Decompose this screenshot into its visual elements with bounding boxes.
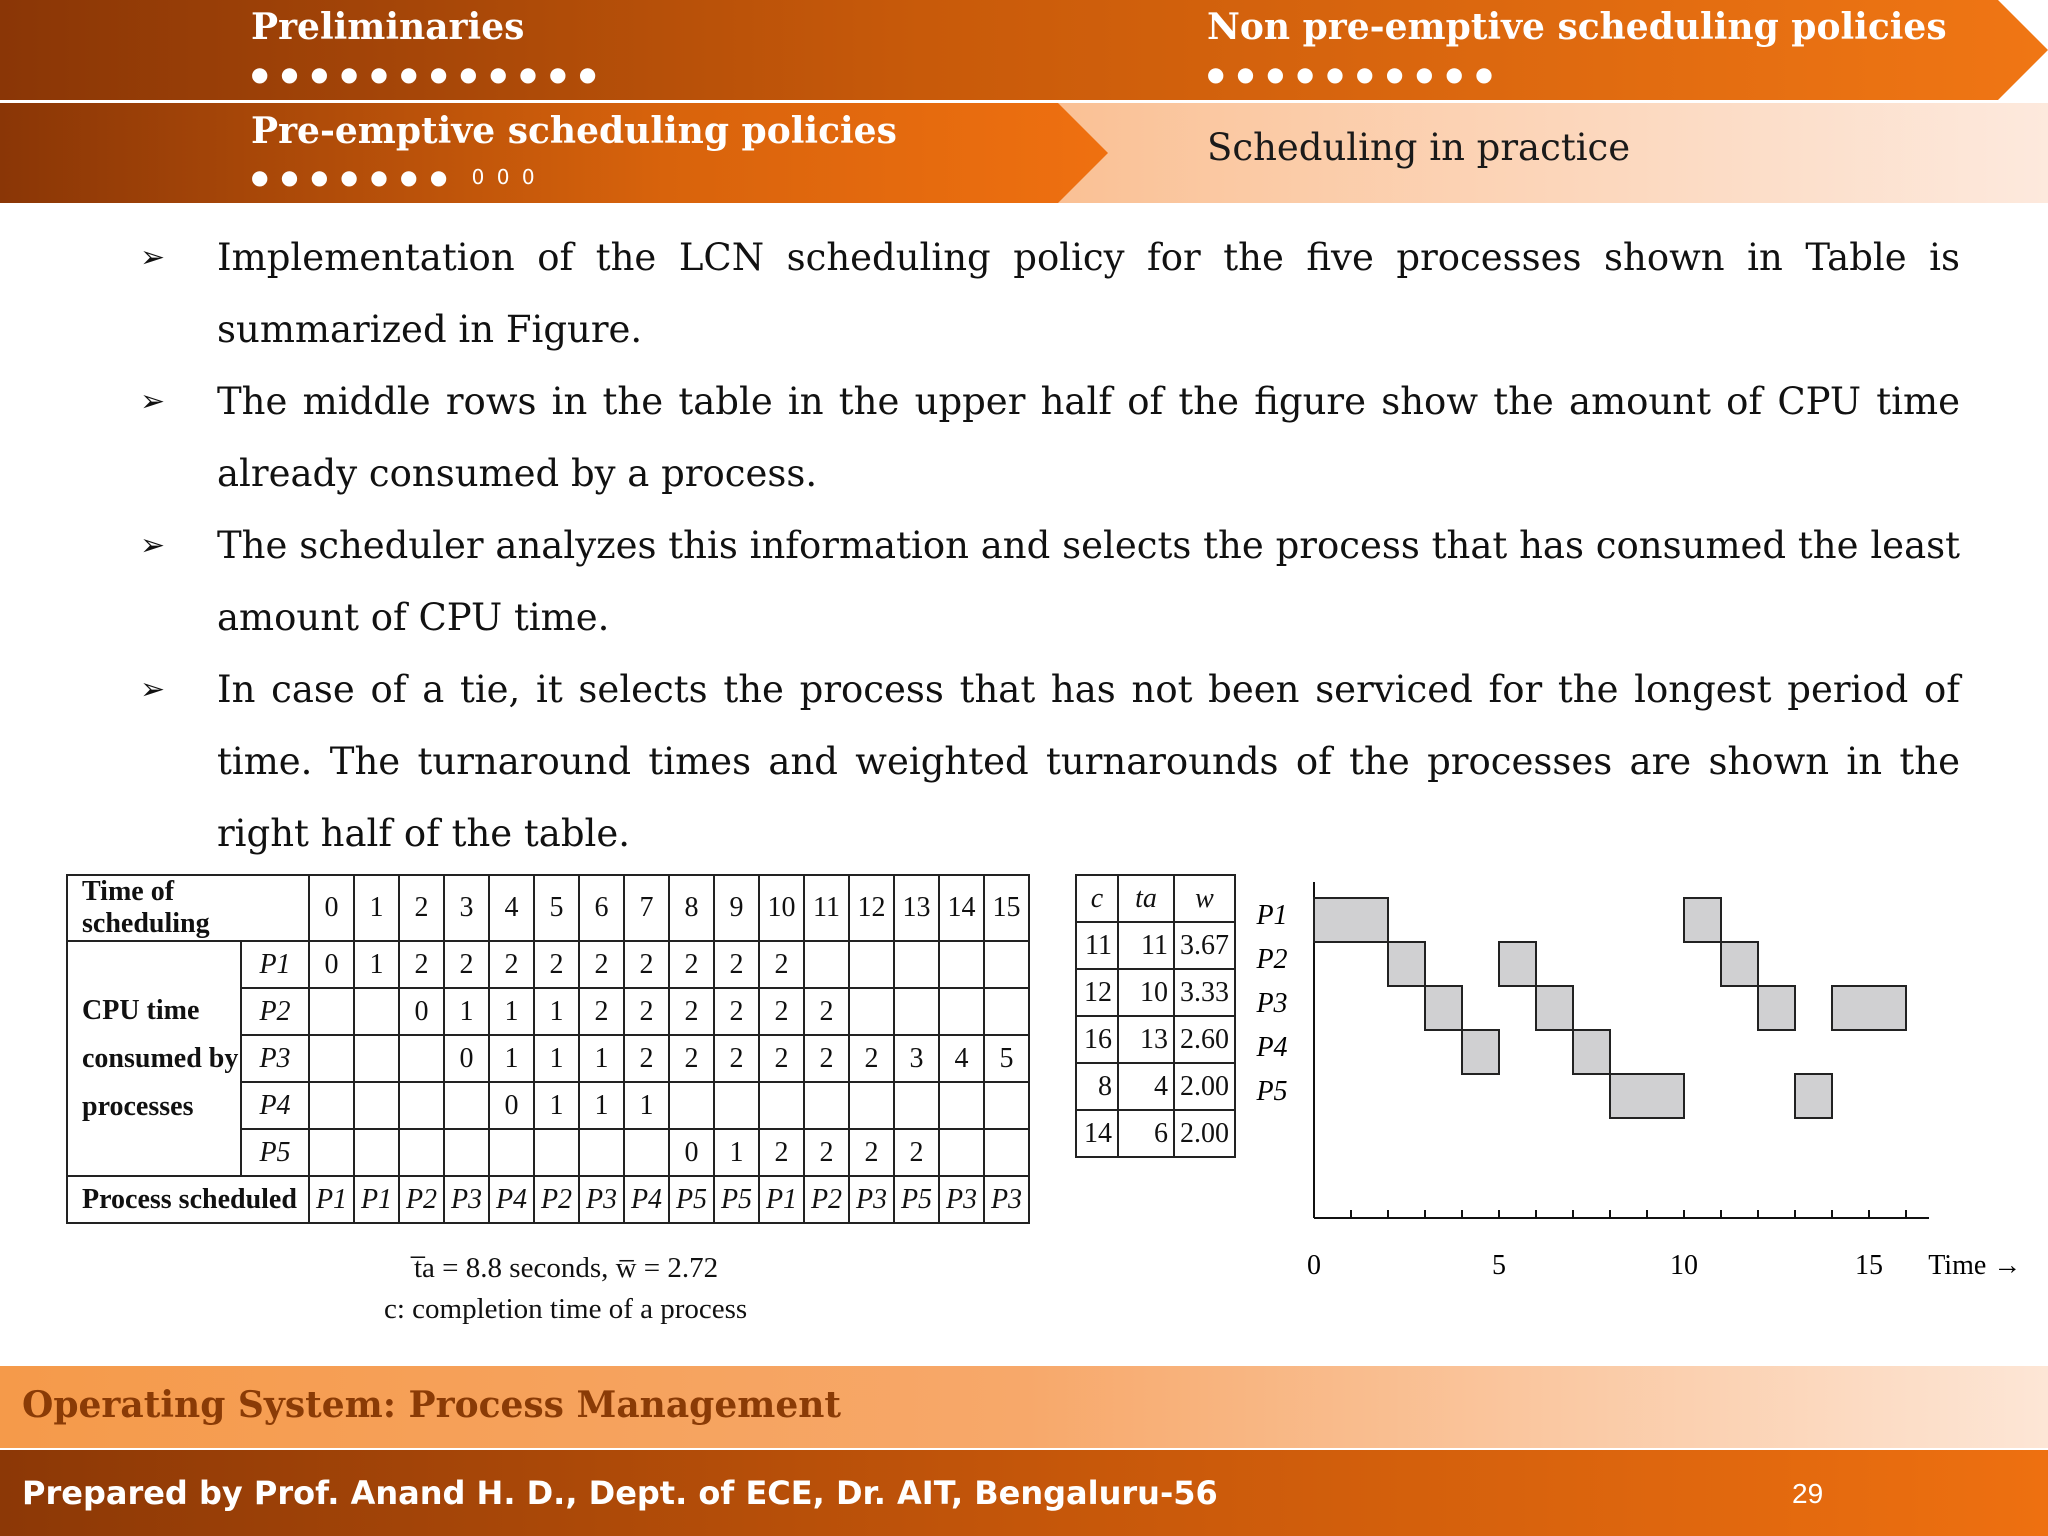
time-cell: 8 — [669, 875, 714, 941]
cpu-time-label — [67, 941, 241, 1176]
cpu-time-cell — [444, 1129, 489, 1176]
cpu-time-label-line: CPU time — [82, 994, 200, 1026]
scheduled-cell: P3 — [849, 1176, 894, 1223]
result-cell: 2.60 — [1174, 1016, 1235, 1063]
result-row — [1076, 922, 1235, 969]
cpu-time-cell: 2 — [714, 941, 759, 988]
process-name: P5 — [241, 1129, 309, 1176]
cpu-time-cell: 2 — [804, 1035, 849, 1082]
result-cell: 11 — [1118, 922, 1174, 969]
time-cell: 6 — [579, 875, 624, 941]
cpu-time-cell: 2 — [624, 988, 669, 1035]
cpu-time-cell — [939, 1082, 984, 1129]
cpu-time-cell — [354, 1129, 399, 1176]
time-cell: 15 — [984, 875, 1029, 941]
x-tick-label: 0 — [1307, 1250, 1321, 1281]
scheduled-cell: P1 — [309, 1176, 354, 1223]
cpu-time-cell: 1 — [534, 988, 579, 1035]
time-row — [67, 875, 1029, 941]
cpu-time-cell: 1 — [354, 941, 399, 988]
time-cell: 13 — [894, 875, 939, 941]
cpu-time-cell — [939, 1129, 984, 1176]
cpu-time-cell — [894, 941, 939, 988]
cpu-time-cell: 2 — [624, 1035, 669, 1082]
scheduled-cell: P2 — [804, 1176, 849, 1223]
cpu-time-cell: 1 — [534, 1035, 579, 1082]
time-cell: 5 — [534, 875, 579, 941]
scheduled-cell: P3 — [939, 1176, 984, 1223]
cpu-time-cell — [849, 988, 894, 1035]
averages-caption: t̅a = 8.8 seconds, w̅ = 2.72 — [414, 1252, 719, 1284]
scheduled-cell: P3 — [444, 1176, 489, 1223]
scheduled-cell: P2 — [399, 1176, 444, 1223]
bullet-item — [140, 366, 1960, 510]
cpu-time-cell — [309, 1035, 354, 1082]
row-label: P1 — [1256, 900, 1288, 931]
cpu-time-cell: 3 — [894, 1035, 939, 1082]
dots-hollow: 0 0 0 — [471, 165, 538, 189]
cpu-time-cell — [624, 1129, 669, 1176]
gantt-bar — [1314, 898, 1388, 942]
cpu-time-cell — [579, 1129, 624, 1176]
nav-preliminaries-dots[interactable]: ● ● ● ● ● ● ● ● ● ● ● ● — [251, 62, 600, 86]
cpu-time-cell: 1 — [489, 1035, 534, 1082]
gantt-bar — [1536, 986, 1573, 1030]
cpu-time-cell — [849, 941, 894, 988]
nav-in-practice[interactable]: Scheduling in practice — [1207, 126, 1631, 169]
result-row — [1076, 1016, 1235, 1063]
result-cell: 8 — [1076, 1063, 1118, 1110]
nav-preemptive-dots[interactable] — [251, 165, 538, 189]
bullet-text: In case of a tie, it selects the process that has not been serviced for the longest period of time. The turnaround times and weighted turnarounds of the processes are shown in the right half of the table. — [217, 668, 1960, 855]
results-table — [1075, 874, 1236, 1158]
cpu-time-cell: 0 — [669, 1129, 714, 1176]
scheduled-cell: P4 — [489, 1176, 534, 1223]
cpu-time-cell: 2 — [624, 941, 669, 988]
cpu-time-cell: 2 — [759, 1129, 804, 1176]
cpu-time-cell: 2 — [669, 988, 714, 1035]
results-header-row — [1076, 875, 1235, 922]
gantt-bar — [1610, 1074, 1684, 1118]
scheduled-cell: P1 — [354, 1176, 399, 1223]
cpu-time-cell — [354, 1082, 399, 1129]
result-row — [1076, 969, 1235, 1016]
cpu-time-cell: 0 — [444, 1035, 489, 1082]
completion-header: c — [1076, 875, 1118, 922]
bullet-text: The middle rows in the table in the upper half of the figure show the amount of CPU time already consumed by a process. — [217, 380, 1960, 495]
time-cell: 1 — [354, 875, 399, 941]
cpu-time-cell — [354, 988, 399, 1035]
cpu-time-cell: 2 — [849, 1035, 894, 1082]
row-label: P2 — [1256, 944, 1288, 975]
gantt-bar — [1388, 942, 1425, 986]
cpu-time-cell: 2 — [399, 941, 444, 988]
cpu-time-cell: 2 — [579, 941, 624, 988]
cpu-time-cell: 1 — [579, 1035, 624, 1082]
time-cell: 0 — [309, 875, 354, 941]
result-cell: 12 — [1076, 969, 1118, 1016]
page-number: 29 — [1792, 1478, 1824, 1509]
cpu-time-cell: 0 — [399, 988, 444, 1035]
gantt-bar — [1758, 986, 1795, 1030]
cpu-time-cell: 2 — [579, 988, 624, 1035]
scheduled-row — [67, 1176, 1029, 1223]
cpu-time-cell: 1 — [714, 1129, 759, 1176]
cpu-time-cell: 1 — [534, 1082, 579, 1129]
cpu-time-cell — [309, 1082, 354, 1129]
cpu-time-cell: 1 — [489, 988, 534, 1035]
cpu-time-cell: 0 — [309, 941, 354, 988]
cpu-time-cell — [399, 1129, 444, 1176]
time-cell: 10 — [759, 875, 804, 941]
dots-filled: ● ● ● ● ● ● ● — [251, 165, 451, 189]
cpu-time-cell — [399, 1035, 444, 1082]
turnaround-header: ta — [1118, 875, 1174, 922]
gantt-bar — [1684, 898, 1721, 942]
process-name: P1 — [241, 941, 309, 988]
cpu-time-cell — [354, 1035, 399, 1082]
scheduled-cell: P5 — [894, 1176, 939, 1223]
cpu-time-cell: 2 — [849, 1129, 894, 1176]
result-cell: 4 — [1118, 1063, 1174, 1110]
bullet-item — [140, 510, 1960, 654]
cpu-time-cell: 5 — [984, 1035, 1029, 1082]
result-cell: 3.33 — [1174, 969, 1235, 1016]
process-name: P3 — [241, 1035, 309, 1082]
scheduled-cell: P5 — [714, 1176, 759, 1223]
cpu-time-cell: 2 — [759, 941, 804, 988]
process-row — [67, 941, 1029, 988]
cpu-time-cell — [399, 1082, 444, 1129]
completion-caption: c: completion time of a process — [384, 1293, 748, 1325]
cpu-time-cell — [489, 1129, 534, 1176]
time-cell: 7 — [624, 875, 669, 941]
scheduled-cell: P4 — [624, 1176, 669, 1223]
cpu-time-cell — [714, 1082, 759, 1129]
nav-preliminaries[interactable]: Preliminaries — [251, 6, 525, 48]
cpu-time-cell: 2 — [714, 988, 759, 1035]
process-scheduled-label: Process scheduled — [67, 1176, 309, 1223]
gantt-bar — [1573, 1030, 1610, 1074]
cpu-time-cell: 2 — [714, 1035, 759, 1082]
bullet-item — [140, 222, 1960, 366]
cpu-time-cell — [984, 1129, 1029, 1176]
time-cell: 4 — [489, 875, 534, 941]
row-label: P4 — [1256, 1032, 1288, 1063]
scheduled-cell: P5 — [669, 1176, 714, 1223]
time-of-scheduling-header: Time of scheduling — [67, 875, 309, 941]
cpu-time-cell — [804, 1082, 849, 1129]
row-label: P3 — [1256, 988, 1288, 1019]
process-name: P2 — [241, 988, 309, 1035]
nav-non-preemptive-dots[interactable]: ● ● ● ● ● ● ● ● ● ● — [1207, 62, 1496, 86]
result-cell: 2.00 — [1174, 1063, 1235, 1110]
result-cell: 16 — [1076, 1016, 1118, 1063]
nav-non-preemptive[interactable]: Non pre-emptive scheduling policies — [1207, 6, 1947, 48]
arrow-bullet-icon: ➢ — [140, 240, 166, 275]
x-tick-label: 5 — [1492, 1250, 1506, 1281]
cpu-time-cell — [984, 1082, 1029, 1129]
arrow-bullet-icon: ➢ — [140, 528, 166, 563]
cpu-time-cell: 2 — [489, 941, 534, 988]
x-tick-label: 10 — [1670, 1250, 1698, 1281]
cpu-time-cell: 2 — [804, 988, 849, 1035]
x-tick-label: 15 — [1855, 1250, 1883, 1281]
cpu-time-cell: 4 — [939, 1035, 984, 1082]
time-cell: 3 — [444, 875, 489, 941]
cpu-time-cell — [804, 941, 849, 988]
gantt-bar — [1721, 942, 1758, 986]
cpu-time-cell: 1 — [624, 1082, 669, 1129]
scheduling-table — [66, 874, 1030, 1224]
bullet-text: The scheduler analyzes this information and selects the process that has consumed the least amount of CPU time. — [217, 524, 1960, 639]
cpu-time-cell — [309, 988, 354, 1035]
cpu-time-cell — [309, 1129, 354, 1176]
result-cell: 14 — [1076, 1110, 1118, 1157]
gantt-bar — [1795, 1074, 1832, 1118]
x-axis-label: Time → — [1928, 1250, 2022, 1281]
gantt-chart — [1250, 870, 2022, 1310]
time-cell: 2 — [399, 875, 444, 941]
cpu-time-cell — [534, 1129, 579, 1176]
cpu-time-cell: 2 — [804, 1129, 849, 1176]
gantt-bar — [1832, 986, 1906, 1030]
cpu-time-cell — [984, 941, 1029, 988]
cpu-time-cell — [669, 1082, 714, 1129]
bullet-list — [140, 222, 1960, 870]
cpu-time-cell — [849, 1082, 894, 1129]
cpu-time-cell — [894, 988, 939, 1035]
result-cell: 10 — [1118, 969, 1174, 1016]
cpu-time-cell: 2 — [444, 941, 489, 988]
result-row — [1076, 1110, 1235, 1157]
bullet-text: Implementation of the LCN scheduling policy for the five processes shown in Table is summarized in Figure. — [217, 236, 1960, 351]
prepared-by: Prepared by Prof. Anand H. D., Dept. of ECE, Dr. AIT, Bengaluru-56 — [22, 1474, 1218, 1512]
cpu-time-label-line: consumed by — [82, 1042, 239, 1074]
arrow-bullet-icon: ➢ — [140, 672, 166, 707]
time-cell: 12 — [849, 875, 894, 941]
time-cell: 11 — [804, 875, 849, 941]
cpu-time-cell: 1 — [444, 988, 489, 1035]
scheduled-cell: P1 — [759, 1176, 804, 1223]
cpu-time-cell: 2 — [759, 988, 804, 1035]
cpu-time-cell: 2 — [534, 941, 579, 988]
gantt-bar — [1425, 986, 1462, 1030]
scheduled-cell: P3 — [984, 1176, 1029, 1223]
process-name: P4 — [241, 1082, 309, 1129]
cpu-time-cell: 2 — [669, 1035, 714, 1082]
cpu-time-cell: 1 — [579, 1082, 624, 1129]
nav-preemptive[interactable]: Pre-emptive scheduling policies — [251, 110, 897, 152]
cpu-time-cell: 0 — [489, 1082, 534, 1129]
cpu-time-cell: 2 — [894, 1129, 939, 1176]
result-cell: 2.00 — [1174, 1110, 1235, 1157]
cpu-time-cell: 2 — [759, 1035, 804, 1082]
cpu-time-label-line: processes — [82, 1090, 194, 1122]
cpu-time-cell — [939, 941, 984, 988]
cpu-time-cell — [444, 1082, 489, 1129]
cpu-time-cell — [939, 988, 984, 1035]
course-title: Operating System: Process Management — [22, 1384, 842, 1426]
time-cell: 9 — [714, 875, 759, 941]
arrow-bullet-icon: ➢ — [140, 384, 166, 419]
gantt-bar — [1462, 1030, 1499, 1074]
weighted-header: w — [1174, 875, 1235, 922]
row-label: P5 — [1256, 1076, 1288, 1107]
result-cell: 3.67 — [1174, 922, 1235, 969]
result-cell: 13 — [1118, 1016, 1174, 1063]
scheduled-cell: P2 — [534, 1176, 579, 1223]
cpu-time-cell — [894, 1082, 939, 1129]
result-row — [1076, 1063, 1235, 1110]
bullet-item — [140, 654, 1960, 870]
cpu-time-cell: 2 — [669, 941, 714, 988]
result-cell: 11 — [1076, 922, 1118, 969]
result-cell: 6 — [1118, 1110, 1174, 1157]
gantt-bar — [1499, 942, 1536, 986]
scheduled-cell: P3 — [579, 1176, 624, 1223]
cpu-time-cell — [759, 1082, 804, 1129]
time-cell: 14 — [939, 875, 984, 941]
cpu-time-cell — [984, 988, 1029, 1035]
